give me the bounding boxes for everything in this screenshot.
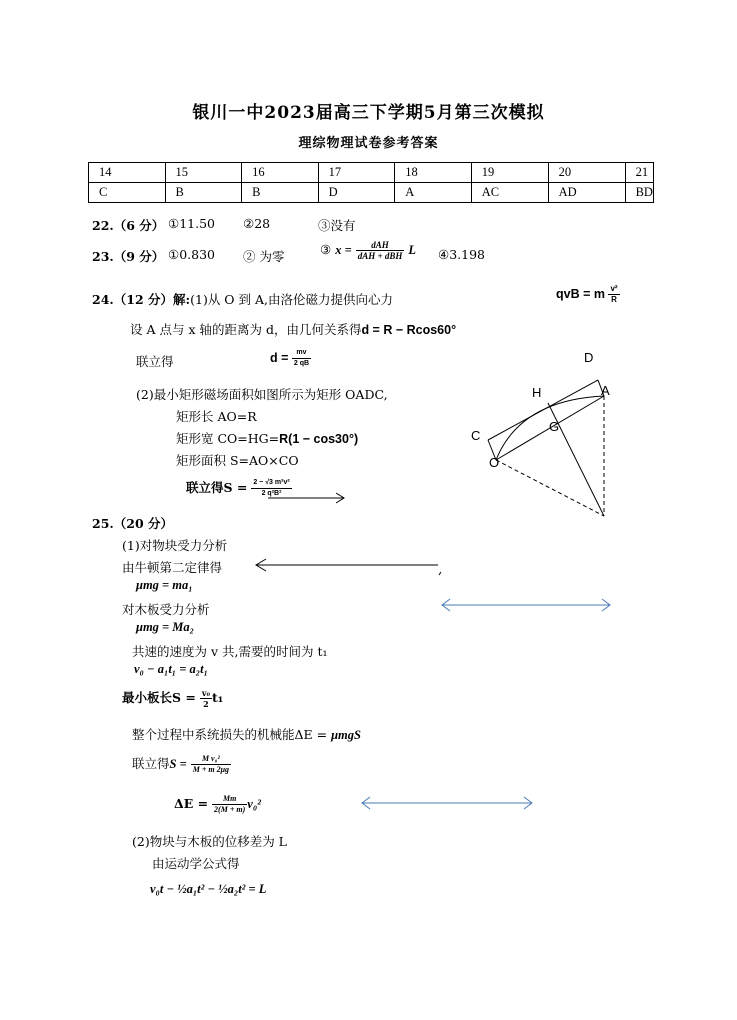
fraction-numerator: mv [292,348,311,359]
label-d: D [584,350,594,365]
q24-line-6-text: 矩形宽 CO=HG= [176,431,280,446]
fraction-numerator: Mm [212,794,247,805]
table-cell: 18 [395,163,472,183]
q23-answer-2: ② 为零 [243,249,285,264]
q25-line-6-formula: μmgS [331,728,361,742]
fraction-numerator: M v₀² [191,754,231,765]
table-cell: AC [471,183,548,203]
q23-answer-3-tail: L [408,243,416,257]
table-cell: B [242,183,319,203]
fraction-numerator: 2 − √3 m²v² [251,478,291,489]
q24-line-1: (1)从 O 到 A,由洛伦磁力提供向心力 [190,292,393,307]
q25-line-5-text: 最小板长S = [122,690,196,705]
table-cell: 16 [242,163,319,183]
label-g: G [549,419,560,434]
q25-line-8-tail: v₀² [247,797,261,811]
annotation-mark [439,572,441,575]
fraction-numerator: v₀ [201,688,210,698]
table-cell: 17 [318,163,395,183]
formula-lhs: d = [270,350,289,365]
table-cell: 14 [89,163,166,183]
q25-formula-3: v₀ − a₁t₁ = a₂t₁ [134,662,208,676]
q25-line-7-text: 联立得 [132,756,170,771]
q23-answer-3-prefix: ③ [320,242,332,257]
q22-answer-2: ②28 [243,216,271,231]
q22-answer-1: ①11.50 [168,216,215,231]
q25-line-2: 由牛顿第二定律得 [122,560,223,575]
table-cell: D [318,183,395,203]
q22-label: 22.（6 分） [92,218,165,233]
q25-line-7-fraction [191,754,231,775]
q25-line-8-fraction [212,794,247,815]
q24-line-8-text: 联立得S = [186,480,248,495]
formula-text: qvB = m [556,286,605,301]
q25-line-7 [132,754,231,775]
q25-line-8 [174,794,261,815]
fraction-denominator: 2 [203,699,209,709]
q25-line-1: (1)对物块受力分析 [122,538,228,553]
table-cell: A [395,183,472,203]
radius-o [496,460,604,516]
table-cell: B [165,183,242,203]
q25-line-5-fraction [200,688,212,709]
q25-line-8-lhs: ΔE = [174,796,209,811]
fraction-denominator: R [611,295,617,304]
table-cell: C [89,183,166,203]
table-cell: 19 [471,163,548,183]
q25-line-9: (2)物块与木板的位移差为 L [132,834,287,849]
q25-formula-4: v₀t − ½a₁t² − ½a₂t² = L [150,882,267,896]
q23-answer-4: ④3.198 [438,247,485,262]
q25-line-7-lhs: S = [169,757,187,771]
q22-answer-3: ③没有 [318,218,356,233]
table-cell: 21 [625,163,653,183]
q24-line-7: 矩形面积 S=AO×CO [176,453,299,468]
page-subtitle: 理综物理试卷参考答案 [298,136,439,151]
q23-label: 23.（9 分） [92,249,165,264]
fraction-denominator: 2(M + m) [214,805,246,814]
q25-line-5 [122,688,223,709]
fraction-numerator: v² [610,284,618,293]
q25-line-3: 对木板受力分析 [122,602,210,617]
fraction-numerator: dAH [356,240,405,251]
q25-line-6 [132,725,361,743]
q24-formula-2: d = R − Rcos60° [361,323,457,337]
fraction-denominator: dAH + dBH [357,251,403,261]
q25-line-5-tail: t₁ [212,690,224,705]
q24-line-4: (2)最小矩形磁场面积如图所示为矩形 OADC, [136,387,388,402]
label-h: H [532,385,542,400]
q25-formula-2: μmg = Ma₂ [136,620,195,634]
table-cell: BD [625,183,653,203]
label-a: A [601,383,610,398]
page-title: 银川一中2023届高三下学期5月第三次模拟 [192,103,545,123]
q24-line-5: 矩形长 AO=R [176,409,257,424]
fraction-denominator: 2 qB [293,360,310,367]
q24-label-text: 24.（12 分）解: [92,292,191,307]
q24-line-3: 联立得 [136,354,174,369]
q25-label: 25.（20 分） [92,516,173,531]
table-cell: AD [548,183,625,203]
label-c: C [471,428,481,443]
fraction-denominator: 2 q²B² [261,490,282,497]
table-cell: 20 [548,163,625,183]
q24-line-6-formula: R(1 − cos30°) [279,432,359,446]
q25-line-10: 由运动学公式得 [152,856,240,871]
q25-line-6-text: 整个过程中系统损失的机械能ΔE = [132,727,332,742]
q25-line-4: 共速的速度为 v 共,需要的时间为 t₁ [132,644,328,659]
q24-line-2-text: 设 A 点与 x 轴的距离为 d，由几何关系得 [130,322,362,337]
label-o: O [489,455,500,470]
fraction-denominator: M + m 2μg [192,765,230,774]
q23-answer-3-lhs: x = [335,243,352,257]
q23-answer-1: ①0.830 [168,247,215,262]
table-cell: 15 [165,163,242,183]
q25-formula-1: μmg = ma₁ [136,578,193,592]
